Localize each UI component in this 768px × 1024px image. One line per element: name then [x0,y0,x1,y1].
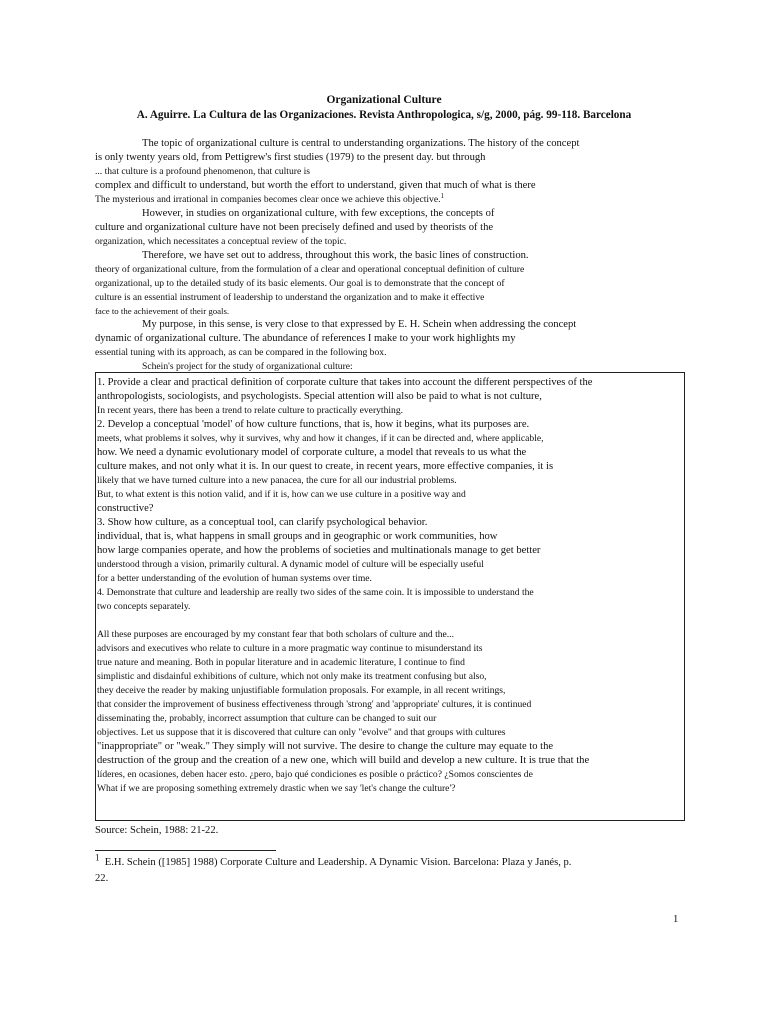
box-line: líderes, en ocasiones, deben hacer esto. ¿pero, bajo qué condiciones es posible o práctico? ¿Somos conscientes de [97,769,533,780]
intro-line: The topic of organizational culture is central to understanding organizations. The history of the concept [142,138,580,149]
box-line: that consider the improvement of business effectiveness through 'strong' and 'appropriate' cultures, it is continued [97,699,532,710]
box-line: likely that we have turned culture into a new panacea, the cure for all our industrial problems. [97,475,457,486]
box-line: destruction of the group and the creation of a new one, which will build and develop a new culture. It is true that the [97,755,590,766]
box-line: constructive? [97,503,154,514]
box-line: culture makes, and not only what it is. In our quest to create, in recent years, more effective companies, it is [97,461,554,472]
box-line: they deceive the reader by making unjustifiable formulation proposals. For example, in all recent writings, [97,685,506,696]
footnote-marker: 1 [440,191,445,200]
box-line: anthropologists, sociologists, and psychologists. Special attention will also be paid to what is not culture, [97,391,542,402]
box-line: how. We need a dynamic evolutionary model of corporate culture, a model that reveals to us what the [97,447,527,458]
intro-line-with-footnote [95,193,444,206]
box-line: 2. Develop a conceptual 'model' of how culture functions, that is, how it begins, what its purposes are. [97,419,530,430]
document-subtitle: A. Aguirre. La Cultura de las Organizaciones. Revista Anthropologica, s/g, 2000, pág. 99-118. Barcelona [136,109,632,121]
intro-line: essential tuning with its approach, as can be compared in the following box. [95,347,387,358]
intro-line: organizational, up to the detailed study of its basic elements. Our goal is to demonstrate that the concept of [95,278,505,289]
box-line: 1. Provide a clear and practical definition of corporate culture that takes into account the different perspectives of the [97,377,593,388]
box-line: 3. Show how culture, as a conceptual tool, can clarify psychological behavior. [97,517,428,528]
box-line: understood through a vision, primarily cultural. A dynamic model of culture will be especially useful [97,559,484,570]
box-line: how large companies operate, and how the problems of societies and multinationals manage to get better [97,545,541,556]
box-line: What if we are proposing something extremely drastic when we say 'let's change the culture'? [97,783,456,794]
box-line: individual, that is, what happens in small groups and in geographic or work communities, how [97,531,498,542]
footnote-separator [95,850,276,851]
intro-line: culture is an essential instrument of leadership to understand the organization and to make it effective [95,292,485,303]
source-citation: Source: Schein, 1988: 21-22. [95,825,219,836]
box-line: two concepts separately. [97,601,191,612]
intro-line: ... that culture is a profound phenomenon, that culture is [95,166,311,177]
intro-line: However, in studies on organizational culture, with few exceptions, the concepts of [142,208,495,219]
box-line: simplistic and disdainful exhibitions of culture, which not only make its treatment confusing but also, [97,671,487,682]
box-line: "inappropriate" or "weak." They simply will not survive. The desire to change the culture may equate to the [97,741,554,752]
intro-line: Therefore, we have set out to address, throughout this work, the basic lines of construction. [142,250,529,261]
box-line: 4. Demonstrate that culture and leadership are really two sides of the same coin. It is impossible to understand the [97,587,534,598]
document-title: Organizational Culture [326,94,442,106]
box-line: objectives. Let us suppose that it is discovered that culture can only "evolve" and that groups with cultures [97,727,506,738]
intro-line: theory of organizational culture, from the formulation of a clear and operational conceptual definition of culture [95,264,525,275]
page-number: 1 [673,914,679,925]
intro-line: My purpose, in this sense, is very close to that expressed by E. H. Schein when addressing the concept [142,319,577,330]
footnote-text: E.H. Schein ([1985] 1988) Corporate Culture and Leadership. A Dynamic Vision. Barcelona: Plaza y Janés, p. [104,857,572,868]
intro-line-text: The mysterious and irrational in companies becomes clear once we achieve this objective. [95,194,441,205]
intro-line: complex and difficult to understand, but worth the effort to understand, given that much of what is there [95,180,536,191]
box-line: for a better understanding of the evolution of human systems over time. [97,573,372,584]
box-caption: Schein's project for the study of organizational culture: [142,361,353,372]
box-line: In recent years, there has been a trend to relate culture to practically everything. [97,405,404,416]
intro-line: organization, which necessitates a conceptual review of the topic. [95,236,347,247]
intro-line: is only twenty years old, from Pettigrew's first studies (1979) to the present day. but through [95,152,486,163]
box-line: All these purposes are encouraged by my constant fear that both scholars of culture and the... [97,629,454,640]
footnote-continuation: 22. [95,873,109,884]
box-line: advisors and executives who relate to culture in a more pragmatic way continue to misunderstand its [97,643,483,654]
box-line: meets, what problems it solves, why it survives, why and how it changes, if it can be directed and, where applicable, [97,433,544,444]
footnote-number: 1 [95,852,100,863]
box-line: But, to what extent is this notion valid, and if it is, how can we use culture in a positive way and [97,489,466,500]
footnote [95,852,572,869]
intro-line: culture and organizational culture have not been precisely defined and used by theorists of the [95,222,494,233]
intro-line: dynamic of organizational culture. The abundance of references I make to your work highlights my [95,333,516,344]
intro-line: face to the achievement of their goals. [95,306,230,316]
box-line: disseminating the, probably, incorrect assumption that culture can be changed to suit our [97,713,437,724]
box-line: true nature and meaning. Both in popular literature and in academic literature, I continue to find [97,657,465,668]
